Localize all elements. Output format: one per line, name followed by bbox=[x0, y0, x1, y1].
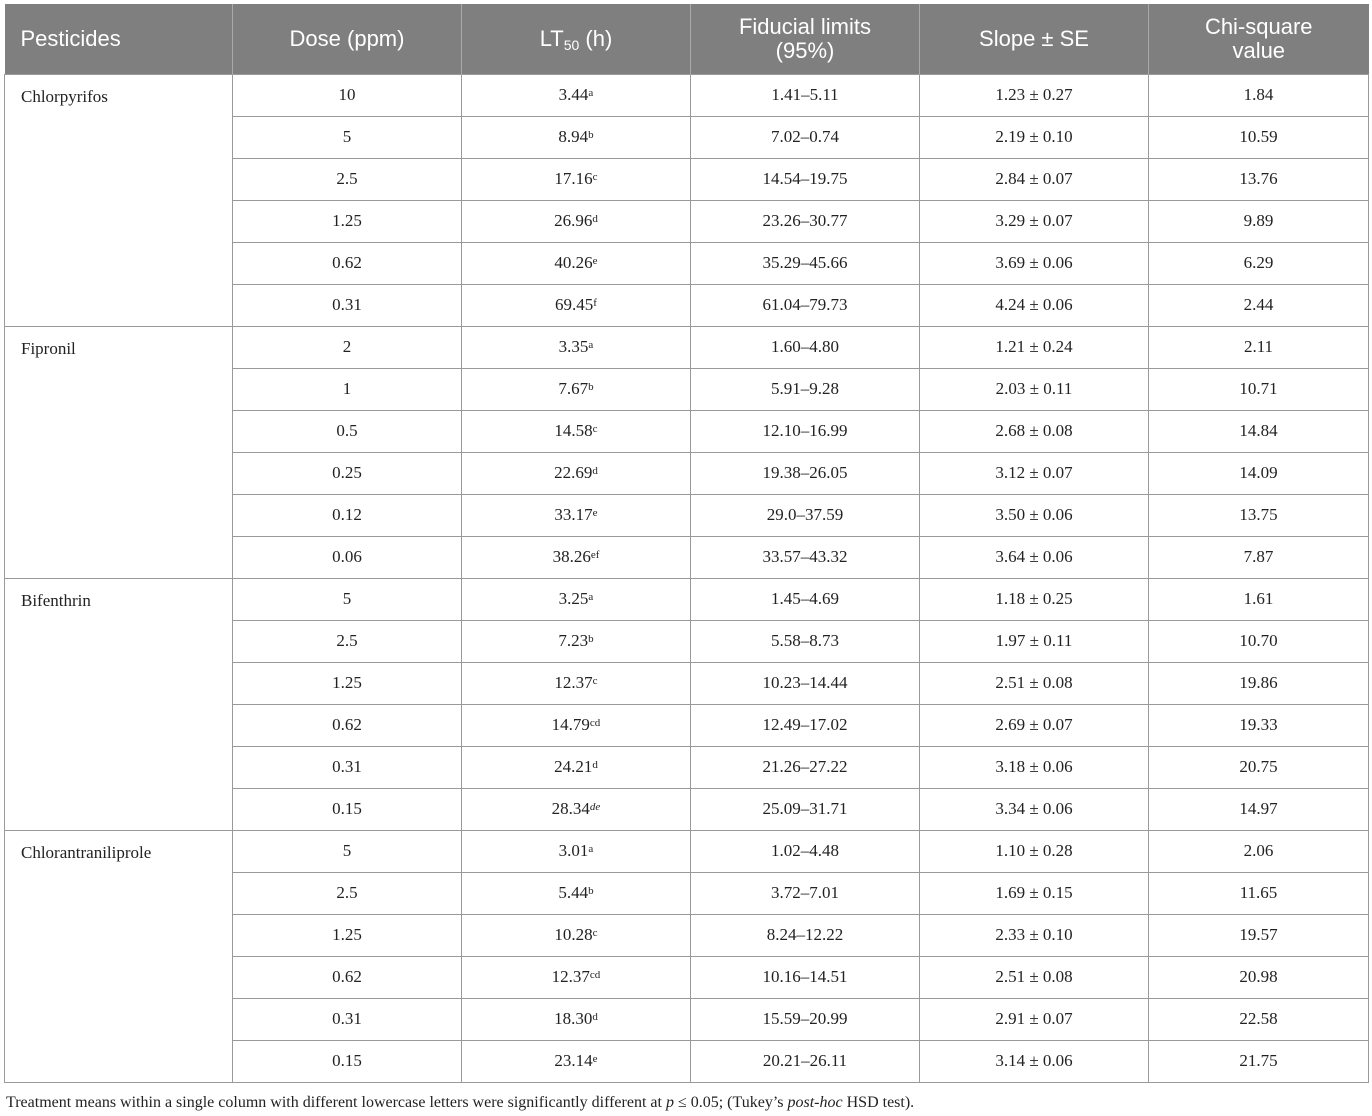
dose-cell: 1.25 bbox=[233, 662, 462, 704]
chi-square-cell: 7.87 bbox=[1149, 536, 1369, 578]
lt50-cell bbox=[462, 830, 691, 872]
significance-letter: cd bbox=[589, 969, 601, 981]
lt50-cell bbox=[462, 1040, 691, 1082]
lt50-cell bbox=[462, 746, 691, 788]
table-row bbox=[5, 74, 1369, 116]
fiducial-limits-cell: 15.59–20.99 bbox=[691, 998, 920, 1040]
dose-cell: 5 bbox=[233, 830, 462, 872]
slope-cell: 3.29 ± 0.07 bbox=[920, 200, 1149, 242]
fiducial-limits-cell: 29.0–37.59 bbox=[691, 494, 920, 536]
slope-cell: 2.51 ± 0.08 bbox=[920, 956, 1149, 998]
pesticide-name-cell: Chlorpyrifos bbox=[5, 74, 233, 326]
header-fiducial-limits bbox=[691, 4, 920, 74]
fiducial-limits-cell: 5.58–8.73 bbox=[691, 620, 920, 662]
lt50-value: 24.21 bbox=[554, 757, 593, 776]
lt50-value: 7.23 bbox=[558, 631, 589, 650]
lt50-cell bbox=[462, 494, 691, 536]
slope-cell: 3.50 ± 0.06 bbox=[920, 494, 1149, 536]
slope-cell: 3.14 ± 0.06 bbox=[920, 1040, 1149, 1082]
lt50-value: 3.25 bbox=[558, 589, 589, 608]
significance-letter: f bbox=[593, 297, 597, 309]
chi-square-cell: 11.65 bbox=[1149, 872, 1369, 914]
footnote-posthoc: post-hoc bbox=[787, 1094, 843, 1111]
chi-square-cell: 14.09 bbox=[1149, 452, 1369, 494]
chi-square-cell: 22.58 bbox=[1149, 998, 1369, 1040]
lt50-value: 12.37 bbox=[554, 673, 593, 692]
significance-letter: de bbox=[589, 801, 601, 813]
table-body bbox=[5, 74, 1369, 1082]
chi-square-cell: 19.86 bbox=[1149, 662, 1369, 704]
chi-square-cell: 1.84 bbox=[1149, 74, 1369, 116]
table-header bbox=[5, 4, 1369, 74]
chi-square-cell: 10.71 bbox=[1149, 368, 1369, 410]
lt50-cell bbox=[462, 620, 691, 662]
lt50-cell bbox=[462, 452, 691, 494]
significance-letter: d bbox=[592, 465, 598, 477]
fiducial-limits-cell: 10.16–14.51 bbox=[691, 956, 920, 998]
significance-letter: b bbox=[588, 885, 594, 897]
slope-cell: 2.03 ± 0.11 bbox=[920, 368, 1149, 410]
lt50-cell bbox=[462, 326, 691, 368]
dose-cell: 1.25 bbox=[233, 914, 462, 956]
lt50-value: 5.44 bbox=[558, 883, 589, 902]
header-dose: Dose (ppm) bbox=[233, 4, 462, 74]
chi-square-cell: 19.33 bbox=[1149, 704, 1369, 746]
fiducial-limits-cell: 25.09–31.71 bbox=[691, 788, 920, 830]
significance-letter: a bbox=[588, 843, 594, 855]
significance-letter: d bbox=[592, 759, 598, 771]
slope-cell: 3.69 ± 0.06 bbox=[920, 242, 1149, 284]
chi-square-cell: 10.59 bbox=[1149, 116, 1369, 158]
header-lt50-subscript: 50 bbox=[563, 36, 580, 53]
fiducial-limits-cell: 61.04–79.73 bbox=[691, 284, 920, 326]
significance-letter: c bbox=[592, 423, 598, 435]
significance-letter: c bbox=[592, 171, 598, 183]
significance-letter: b bbox=[588, 381, 594, 393]
slope-cell: 1.69 ± 0.15 bbox=[920, 872, 1149, 914]
lt50-cell bbox=[462, 116, 691, 158]
dose-cell: 0.62 bbox=[233, 242, 462, 284]
table-row bbox=[5, 578, 1369, 620]
chi-square-cell: 13.76 bbox=[1149, 158, 1369, 200]
lt50-value: 12.37 bbox=[551, 967, 590, 986]
chi-square-cell: 13.75 bbox=[1149, 494, 1369, 536]
dose-cell: 0.15 bbox=[233, 788, 462, 830]
significance-letter: d bbox=[592, 1011, 598, 1023]
slope-cell: 2.33 ± 0.10 bbox=[920, 914, 1149, 956]
lt50-value: 7.67 bbox=[558, 379, 589, 398]
dose-cell: 2.5 bbox=[233, 158, 462, 200]
header-pesticides: Pesticides bbox=[5, 4, 233, 74]
chi-square-cell: 9.89 bbox=[1149, 200, 1369, 242]
slope-cell: 4.24 ± 0.06 bbox=[920, 284, 1149, 326]
slope-cell: 2.19 ± 0.10 bbox=[920, 116, 1149, 158]
significance-letter: c bbox=[592, 927, 598, 939]
lt50-cell bbox=[462, 914, 691, 956]
dose-cell: 0.25 bbox=[233, 452, 462, 494]
header-lt50-unit: (h) bbox=[579, 25, 613, 51]
slope-cell: 2.51 ± 0.08 bbox=[920, 662, 1149, 704]
lt50-value: 3.44 bbox=[558, 85, 589, 104]
header-chi-square bbox=[1149, 4, 1369, 74]
lt50-value: 10.28 bbox=[554, 925, 593, 944]
lt50-cell bbox=[462, 410, 691, 452]
lt50-value: 18.30 bbox=[554, 1009, 593, 1028]
chi-square-cell: 19.57 bbox=[1149, 914, 1369, 956]
header-slope: Slope ± SE bbox=[920, 4, 1149, 74]
significance-letter: e bbox=[592, 255, 598, 267]
slope-cell: 1.23 ± 0.27 bbox=[920, 74, 1149, 116]
lt50-cell bbox=[462, 284, 691, 326]
lt50-value: 40.26 bbox=[554, 253, 593, 272]
slope-cell: 1.97 ± 0.11 bbox=[920, 620, 1149, 662]
chi-square-cell: 14.84 bbox=[1149, 410, 1369, 452]
significance-letter: a bbox=[588, 591, 594, 603]
significance-letter: e bbox=[592, 507, 598, 519]
lt50-cell bbox=[462, 998, 691, 1040]
lt50-cell bbox=[462, 368, 691, 410]
dose-cell: 2 bbox=[233, 326, 462, 368]
lt50-value: 3.01 bbox=[558, 841, 589, 860]
significance-letter: b bbox=[588, 633, 594, 645]
fiducial-limits-cell: 12.10–16.99 bbox=[691, 410, 920, 452]
dose-cell: 0.31 bbox=[233, 284, 462, 326]
pesticide-name-cell: Bifenthrin bbox=[5, 578, 233, 830]
lt50-value: 17.16 bbox=[554, 169, 593, 188]
dose-cell: 0.12 bbox=[233, 494, 462, 536]
fiducial-limits-cell: 14.54–19.75 bbox=[691, 158, 920, 200]
lt50-value: 28.34 bbox=[551, 799, 590, 818]
significance-letter: a bbox=[588, 87, 594, 99]
fiducial-limits-cell: 33.57–43.32 bbox=[691, 536, 920, 578]
slope-cell: 3.18 ± 0.06 bbox=[920, 746, 1149, 788]
fiducial-limits-cell: 3.72–7.01 bbox=[691, 872, 920, 914]
lt50-cell bbox=[462, 578, 691, 620]
dose-cell: 0.06 bbox=[233, 536, 462, 578]
pesticide-name-cell: Fipronil bbox=[5, 326, 233, 578]
lt50-value: 69.45 bbox=[555, 295, 594, 314]
dose-cell: 0.31 bbox=[233, 746, 462, 788]
dose-cell: 10 bbox=[233, 74, 462, 116]
fiducial-limits-cell: 5.91–9.28 bbox=[691, 368, 920, 410]
dose-cell: 5 bbox=[233, 116, 462, 158]
slope-cell: 2.68 ± 0.08 bbox=[920, 410, 1149, 452]
chi-square-cell: 14.97 bbox=[1149, 788, 1369, 830]
header-fiducial-line1: Fiducial limits bbox=[738, 13, 872, 39]
lt50-cell bbox=[462, 536, 691, 578]
slope-cell: 2.69 ± 0.07 bbox=[920, 704, 1149, 746]
fiducial-limits-cell: 1.60–4.80 bbox=[691, 326, 920, 368]
header-fiducial-line2: (95%) bbox=[775, 37, 835, 63]
slope-cell: 3.64 ± 0.06 bbox=[920, 536, 1149, 578]
slope-cell: 3.12 ± 0.07 bbox=[920, 452, 1149, 494]
fiducial-limits-cell: 8.24–12.22 bbox=[691, 914, 920, 956]
chi-square-cell: 10.70 bbox=[1149, 620, 1369, 662]
lt50-cell bbox=[462, 704, 691, 746]
significance-letter: e bbox=[592, 1053, 598, 1065]
lt50-value: 14.79 bbox=[551, 715, 590, 734]
lt50-value: 14.58 bbox=[554, 421, 593, 440]
slope-cell: 2.84 ± 0.07 bbox=[920, 158, 1149, 200]
fiducial-limits-cell: 21.26–27.22 bbox=[691, 746, 920, 788]
fiducial-limits-cell: 19.38–26.05 bbox=[691, 452, 920, 494]
significance-letter: ef bbox=[590, 549, 600, 561]
slope-cell: 1.21 ± 0.24 bbox=[920, 326, 1149, 368]
table-row bbox=[5, 326, 1369, 368]
dose-cell: 0.62 bbox=[233, 704, 462, 746]
lt50-cell bbox=[462, 200, 691, 242]
chi-square-cell: 6.29 bbox=[1149, 242, 1369, 284]
dose-cell: 0.15 bbox=[233, 1040, 462, 1082]
chi-square-cell: 2.44 bbox=[1149, 284, 1369, 326]
slope-cell: 1.18 ± 0.25 bbox=[920, 578, 1149, 620]
fiducial-limits-cell: 10.23–14.44 bbox=[691, 662, 920, 704]
slope-cell: 2.91 ± 0.07 bbox=[920, 998, 1149, 1040]
dose-cell: 2.5 bbox=[233, 872, 462, 914]
chi-square-cell: 2.11 bbox=[1149, 326, 1369, 368]
header-lt50 bbox=[462, 4, 691, 74]
significance-letter: c bbox=[592, 675, 598, 687]
lt50-cell bbox=[462, 242, 691, 284]
significance-letter: b bbox=[588, 129, 594, 141]
fiducial-limits-cell: 12.49–17.02 bbox=[691, 704, 920, 746]
lt50-value: 3.35 bbox=[558, 337, 589, 356]
dose-cell: 0.62 bbox=[233, 956, 462, 998]
footnote-text-2: ≤ 0.05; (Tukey’s bbox=[673, 1094, 788, 1111]
table-footnote bbox=[6, 1094, 914, 1112]
significance-letter: a bbox=[588, 339, 594, 351]
lt50-value: 22.69 bbox=[554, 463, 593, 482]
fiducial-limits-cell: 35.29–45.66 bbox=[691, 242, 920, 284]
fiducial-limits-cell: 20.21–26.11 bbox=[691, 1040, 920, 1082]
chi-square-cell: 1.61 bbox=[1149, 578, 1369, 620]
fiducial-limits-cell: 1.02–4.48 bbox=[691, 830, 920, 872]
fiducial-limits-cell: 23.26–30.77 bbox=[691, 200, 920, 242]
dose-cell: 1.25 bbox=[233, 200, 462, 242]
lt50-value: 33.17 bbox=[554, 505, 593, 524]
lt50-cell bbox=[462, 74, 691, 116]
footnote-text-3: HSD test). bbox=[842, 1094, 915, 1111]
chi-square-cell: 2.06 bbox=[1149, 830, 1369, 872]
footnote-p: p bbox=[665, 1094, 674, 1111]
slope-cell: 1.10 ± 0.28 bbox=[920, 830, 1149, 872]
significance-letter: cd bbox=[589, 717, 601, 729]
dose-cell: 0.5 bbox=[233, 410, 462, 452]
lt50-cell bbox=[462, 872, 691, 914]
dose-cell: 1 bbox=[233, 368, 462, 410]
lt50-cell bbox=[462, 158, 691, 200]
lt50-table bbox=[4, 4, 1369, 1083]
fiducial-limits-cell: 1.45–4.69 bbox=[691, 578, 920, 620]
table-row bbox=[5, 830, 1369, 872]
chi-square-cell: 20.75 bbox=[1149, 746, 1369, 788]
lt50-value: 8.94 bbox=[558, 127, 589, 146]
lt50-value: 38.26 bbox=[552, 547, 591, 566]
dose-cell: 2.5 bbox=[233, 620, 462, 662]
lt50-cell bbox=[462, 662, 691, 704]
lt50-value: 26.96 bbox=[554, 211, 593, 230]
dose-cell: 5 bbox=[233, 578, 462, 620]
chi-square-cell: 21.75 bbox=[1149, 1040, 1369, 1082]
header-chi-line2: value bbox=[1232, 37, 1286, 63]
significance-letter: d bbox=[592, 213, 598, 225]
chi-square-cell: 20.98 bbox=[1149, 956, 1369, 998]
lt50-cell bbox=[462, 956, 691, 998]
lt50-cell bbox=[462, 788, 691, 830]
header-chi-line1: Chi-square bbox=[1204, 13, 1313, 39]
dose-cell: 0.31 bbox=[233, 998, 462, 1040]
header-lt50-main: LT bbox=[539, 25, 564, 51]
footnote-text-1: Treatment means within a single column with different lowercase letters were significantly different at bbox=[6, 1094, 666, 1111]
pesticide-name-cell: Chlorantraniliprole bbox=[5, 830, 233, 1082]
fiducial-limits-cell: 1.41–5.11 bbox=[691, 74, 920, 116]
slope-cell: 3.34 ± 0.06 bbox=[920, 788, 1149, 830]
lt50-value: 23.14 bbox=[554, 1051, 593, 1070]
fiducial-limits-cell: 7.02–0.74 bbox=[691, 116, 920, 158]
